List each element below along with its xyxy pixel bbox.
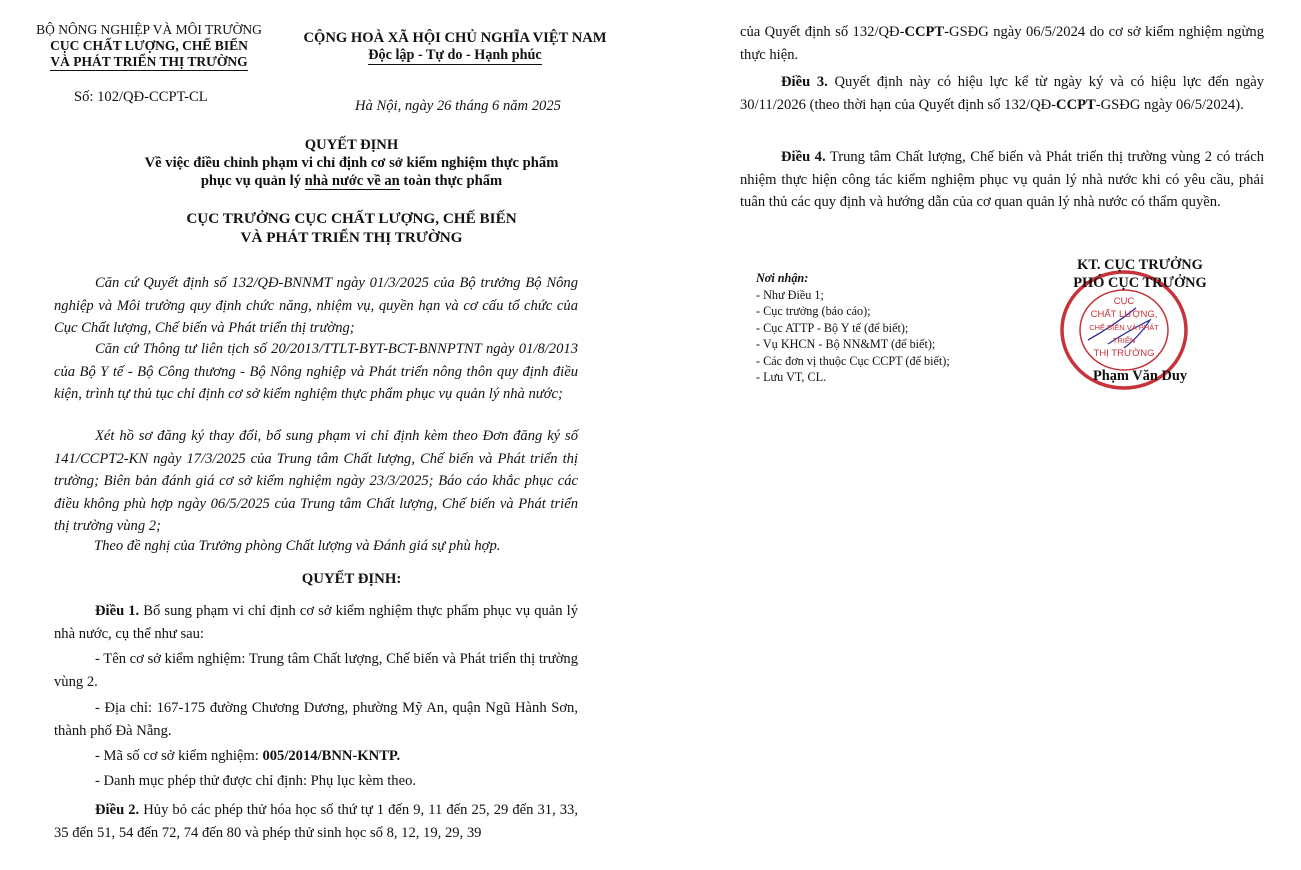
seal-text	[1083, 295, 1165, 360]
article-2	[54, 799, 578, 844]
recipients-block	[756, 270, 950, 386]
preamble-text-2: Căn cứ Thông tư liên tịch số 20/2013/TTLT-BYT-BCT-BNNPTNT ngày 01/8/2013 của Bộ Y tế - Bộ Công thương - Bộ Nông nghiệp và Phát triển nông thôn quy định điều kiện, trình tự thủ tục chỉ định cơ sở kiểm nghiệm thực phẩm phục vụ quản lý nhà nước;	[54, 341, 578, 402]
article-1-test-list	[54, 770, 578, 793]
subject-part-c: toàn thực phẩm	[399, 173, 503, 189]
article-2-cont-c: -GSĐG ngày 06/5/2024 do cơ sở kiểm nghiệm ngừng thực hiện.	[740, 24, 1264, 63]
test-list-text: - Danh mục phép thử được chỉ định: Phụ lục kèm theo.	[95, 773, 417, 789]
recipient-item: - Lưu VT, CL.	[756, 370, 827, 384]
article-2-label: Điều 2.	[95, 802, 140, 818]
preamble-paragraph-3	[54, 425, 578, 538]
article-1-address	[54, 697, 578, 742]
article-4-text: Trung tâm Chất lượng, Chế biến và Phát triển thị trường vùng 2 có trách nhiệm thực hiện công tác kiểm nghiệm phục vụ quản lý nhà nước khi có yêu cầu, phải tuân thủ các quy định và hướng dẫn của cơ quan quản lý nhà nước có thẩm quyền.	[740, 149, 1264, 210]
article-4-label: Điều 4.	[781, 149, 826, 165]
national-header	[287, 30, 623, 65]
article-1-text: Bổ sung phạm vi chỉ định cơ sở kiểm nghiệm thực phẩm phục vụ quản lý nhà nước, cụ thể như sau:	[54, 603, 578, 642]
authority-line2: VÀ PHÁT TRIỂN THỊ TRƯỜNG	[240, 229, 463, 246]
article-2-continued	[740, 21, 1264, 66]
preamble-paragraph-1	[54, 272, 578, 340]
article-4	[740, 146, 1264, 214]
nation-name: CỘNG HOÀ XÃ HỘI CHỦ NGHĨA VIỆT NAM	[303, 30, 607, 46]
article-1-label: Điều 1.	[95, 603, 140, 619]
preamble-text-4: Theo đề nghị của Trưởng phòng Chất lượng và Đánh giá sự phù hợp.	[94, 538, 501, 554]
preamble-text-1: Căn cứ Quyết định số 132/QĐ-BNNMT ngày 01/3/2025 của Bộ trưởng Bộ Nông nghiệp và Môi trường quy định chức năng, nhiệm vụ, quyền hạn và cơ cấu tổ chức của Cục Chất lượng, Chế biến và Phát triển thị trường;	[54, 275, 578, 336]
article-2-cont-a: của Quyết định số 132/QĐ-	[740, 24, 905, 40]
title-subject-line2	[54, 172, 649, 190]
authority-line1: CỤC TRƯỞNG CỤC CHẤT LƯỢNG, CHẾ BIẾN	[186, 210, 517, 227]
issuer-header	[28, 22, 270, 71]
article-2-cont-b: CCPT	[904, 24, 945, 40]
seal-line: CHẾ BIẾN VÀ PHÁT TRIỂN	[1089, 323, 1159, 345]
preamble-paragraph-2	[54, 338, 578, 406]
title-heading: QUYẾT ĐỊNH	[304, 137, 399, 153]
article-3-label: Điều 3.	[781, 74, 828, 90]
signer-name: Phạm Văn Duy	[1092, 368, 1188, 384]
address-text: - Địa chỉ: 167-175 đường Chương Dương, phường Mỹ An, quận Ngũ Hành Sơn, thành phố Đà Nẵng.	[54, 700, 578, 739]
article-1-code	[54, 745, 578, 768]
recipient-item: - Vụ KHCN - Bộ NN&MT (để biết);	[756, 337, 936, 351]
signature-block	[1040, 256, 1240, 292]
preamble-text-3: Xét hồ sơ đăng ký thay đổi, bổ sung phạm vi chỉ định kèm theo Đơn đăng ký số 141/CCPT2-KN ngày 17/3/2025 của Trung tâm Chất lượng, Chế biến và Phát triển thị trường; Biên bản đánh giá cơ sở kiểm nghiệm ngày 23/3/2025; Báo cáo khắc phục các điều không phù hợp ngày 06/5/2025 của Trung tâm Chất lượng, Chế biến và Phát triển thị trường vùng 2;	[54, 428, 578, 534]
signature-title-2: PHÓ CỤC TRƯỞNG	[1073, 275, 1207, 291]
recipient-item: - Như Điều 1;	[756, 287, 824, 302]
facility-name-text: - Tên cơ sở kiểm nghiệm: Trung tâm Chất lượng, Chế biến và Phát triển thị trường vùng 2.	[54, 651, 578, 690]
article-3-text-b: CCPT	[1056, 96, 1096, 113]
seal-line: THỊ TRƯỜNG	[1093, 348, 1155, 359]
document-title	[54, 136, 649, 190]
title-subject-line1: Về việc điều chỉnh phạm vi chỉ định cơ sở kiểm nghiệm thực phẩm	[144, 155, 559, 171]
subject-part-a: phục vụ quản lý	[200, 173, 305, 189]
department-name-line1: CỤC CHẤT LƯỢNG, CHẾ BIẾN	[50, 38, 248, 53]
article-1	[54, 600, 578, 645]
article-1-facility-name	[54, 648, 578, 693]
article-3-text-c: -GSĐG ngày 06/5/2024).	[1095, 96, 1244, 113]
national-motto: Độc lập - Tự do - Hạnh phúc	[368, 47, 542, 63]
ministry-name: BỘ NÔNG NGHIỆP VÀ MÔI TRƯỜNG	[36, 22, 262, 37]
decision-heading: QUYẾT ĐỊNH:	[301, 571, 402, 587]
article-3	[740, 71, 1264, 116]
code-label: - Mã số cơ sở kiểm nghiệm:	[95, 748, 263, 764]
recipient-item: - Cục ATTP - Bộ Y tế (để biết);	[756, 320, 909, 335]
place-and-date: Hà Nội, ngày 26 tháng 6 năm 2025	[355, 98, 561, 114]
seal-line: CỤC	[1113, 296, 1135, 307]
article-3-text-a: Quyết định này có hiệu lực kể từ ngày ký và có hiệu lực đến ngày 30/11/2026 (theo thời hạn của Quyết định số 132/QĐ-	[740, 74, 1265, 113]
department-name-line2: VÀ PHÁT TRIỂN THỊ TRƯỜNG	[50, 54, 248, 69]
signature-title-1: KT. CỤC TRƯỞNG	[1077, 257, 1203, 273]
preamble-paragraph-4	[54, 535, 578, 558]
subject-part-b: nhà nước về an	[304, 173, 400, 189]
recipients-label: Nơi nhận:	[756, 271, 809, 285]
facility-code: 005/2014/BNN-KNTP.	[262, 748, 401, 764]
issuing-authority	[54, 209, 649, 247]
document-number: Số: 102/QĐ-CCPT-CL	[74, 89, 208, 105]
recipient-item: - Cục trưởng (báo cáo);	[756, 304, 871, 318]
seal-line: CHẤT LƯỢNG,	[1090, 309, 1158, 320]
recipient-item: - Các đơn vị thuộc Cục CCPT (để biết);	[756, 353, 950, 368]
article-2-text: Hủy bỏ các phép thử hóa học số thứ tự 1 đến 9, 11 đến 25, 29 đến 31, 33, 35 đến 51, 54 đến 72, 74 đến 80 và phép thử sinh học số 8, 12, 19, 29, 39	[54, 802, 579, 841]
